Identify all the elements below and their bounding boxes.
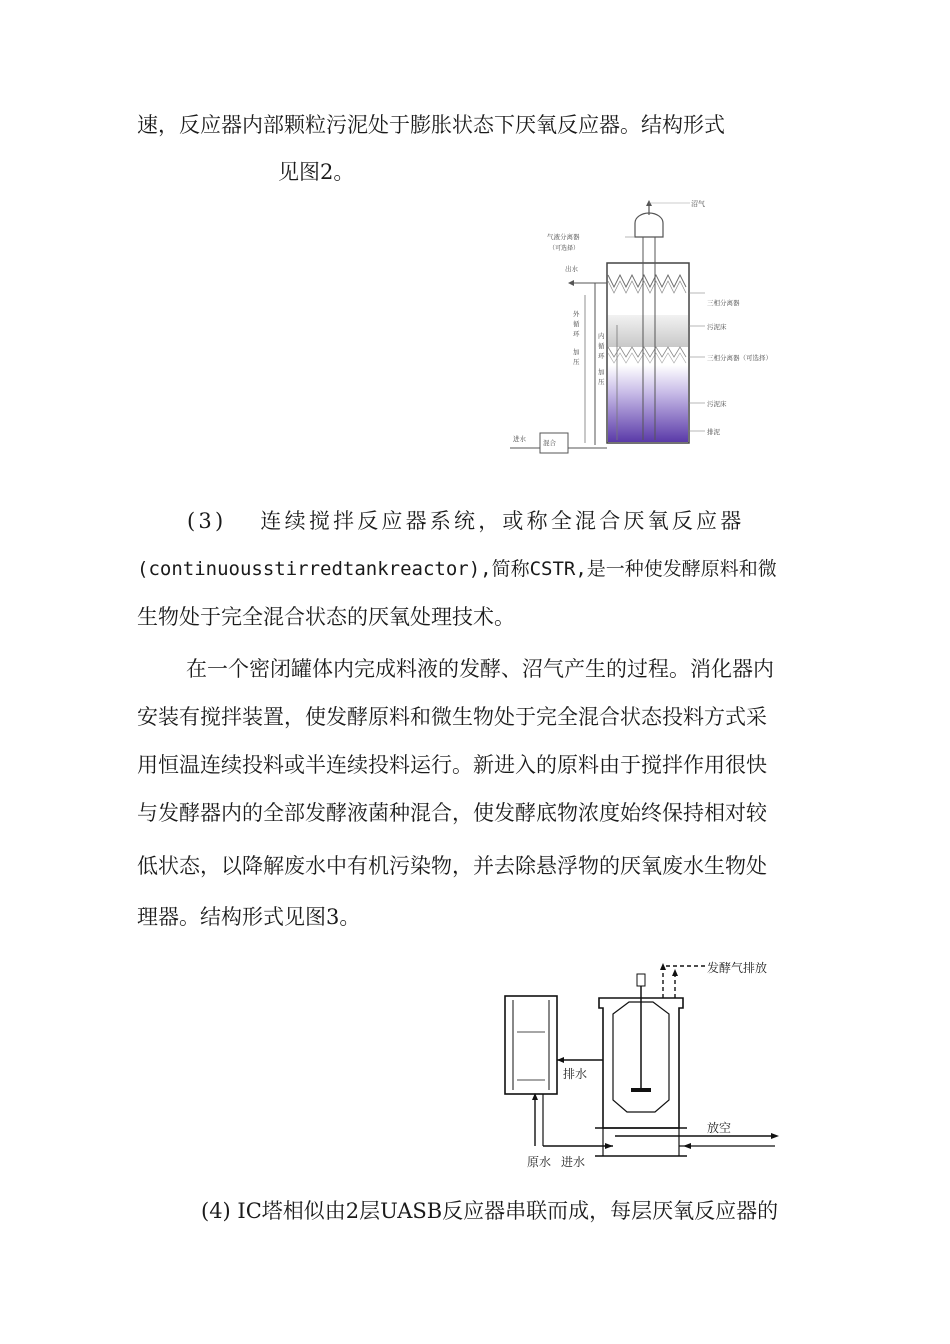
p3-line5: 低状态，以降解废水中有机污染物，并去除悬浮物的厌氧废水生物处 [137,854,767,878]
label-biogas: 沼气 [691,200,705,208]
svg-text:循: 循 [598,342,605,350]
p3-line1: 在一个密闭罐体内完成料液的发酵、沼气产生的过程。消化器内 [186,657,774,681]
svg-text:循: 循 [573,320,580,328]
label-three-phase-separator-optional: 三相分离器（可选择） [707,354,772,362]
label-inlet: 进水 [561,1155,586,1169]
p3-line6: 理器。结构形式见图3。 [137,905,361,929]
label-sludge-bed-2: 污泥床 [707,400,727,408]
gas-liquid-separator-shape [635,213,663,237]
svg-text:环: 环 [598,352,605,360]
svg-text:外: 外 [573,310,580,318]
p1-line2: 见图2。 [278,160,355,184]
p1-line1: 速，反应器内部颗粒污泥处于膨胀状态下厌氧反应器。结构形式 [137,113,725,137]
label-vent: 放空 [707,1121,732,1135]
svg-text:加: 加 [573,348,580,356]
label-gas-separator: 气液分离器 [547,233,580,241]
svg-text:内: 内 [598,332,605,340]
label-discharge: 排泥 [707,428,720,436]
lower-sludge-bed [608,365,688,442]
p2-line1: (3) 连续搅拌反应器系统，或称全混合厌氧反应器 [187,509,745,533]
label-raw-water: 原水 [527,1155,552,1169]
p2-line3: 生物处于完全混合状态的厌氧处理技术。 [137,605,515,629]
svg-text:压: 压 [598,378,605,386]
p3-line3: 用恒温连续投料或半连续投料运行。新进入的原料由于搅拌作用很快 [137,753,767,777]
figure-2-ic-reactor-diagram [505,195,772,455]
svg-text:压: 压 [573,358,580,366]
label-outlet: 出水 [565,265,578,273]
label-mixer: 混合 [543,439,556,447]
svg-text:环: 环 [573,330,580,338]
p4-line1: (4) IC塔相似由2层UASB反应器串联而成，每层厌氧反应器的 [201,1199,779,1223]
p3-line4: 与发酵器内的全部发酵液菌种混合，使发酵底物浓度始终保持相对较 [137,801,767,825]
p3-line2: 安装有搅拌装置，使发酵原料和微生物处于完全混合状态投料方式采 [137,705,767,729]
label-three-phase-separator: 三相分离器 [707,299,740,307]
label-inlet: 进水 [513,435,526,443]
label-drain: 排水 [563,1067,588,1081]
label-exhaust: 发酵气排放 [707,961,768,975]
p2-line2: (continuousstirredtankreactor),简称CSTR,是一种使发酵原料和微 [137,558,777,580]
upper-sludge-bed [608,315,688,347]
figure-3-cstr-diagram [497,960,787,1170]
label-optional: （可选择） [549,245,580,252]
label-sludge-bed-1: 污泥床 [707,323,727,331]
svg-text:加: 加 [598,368,605,376]
